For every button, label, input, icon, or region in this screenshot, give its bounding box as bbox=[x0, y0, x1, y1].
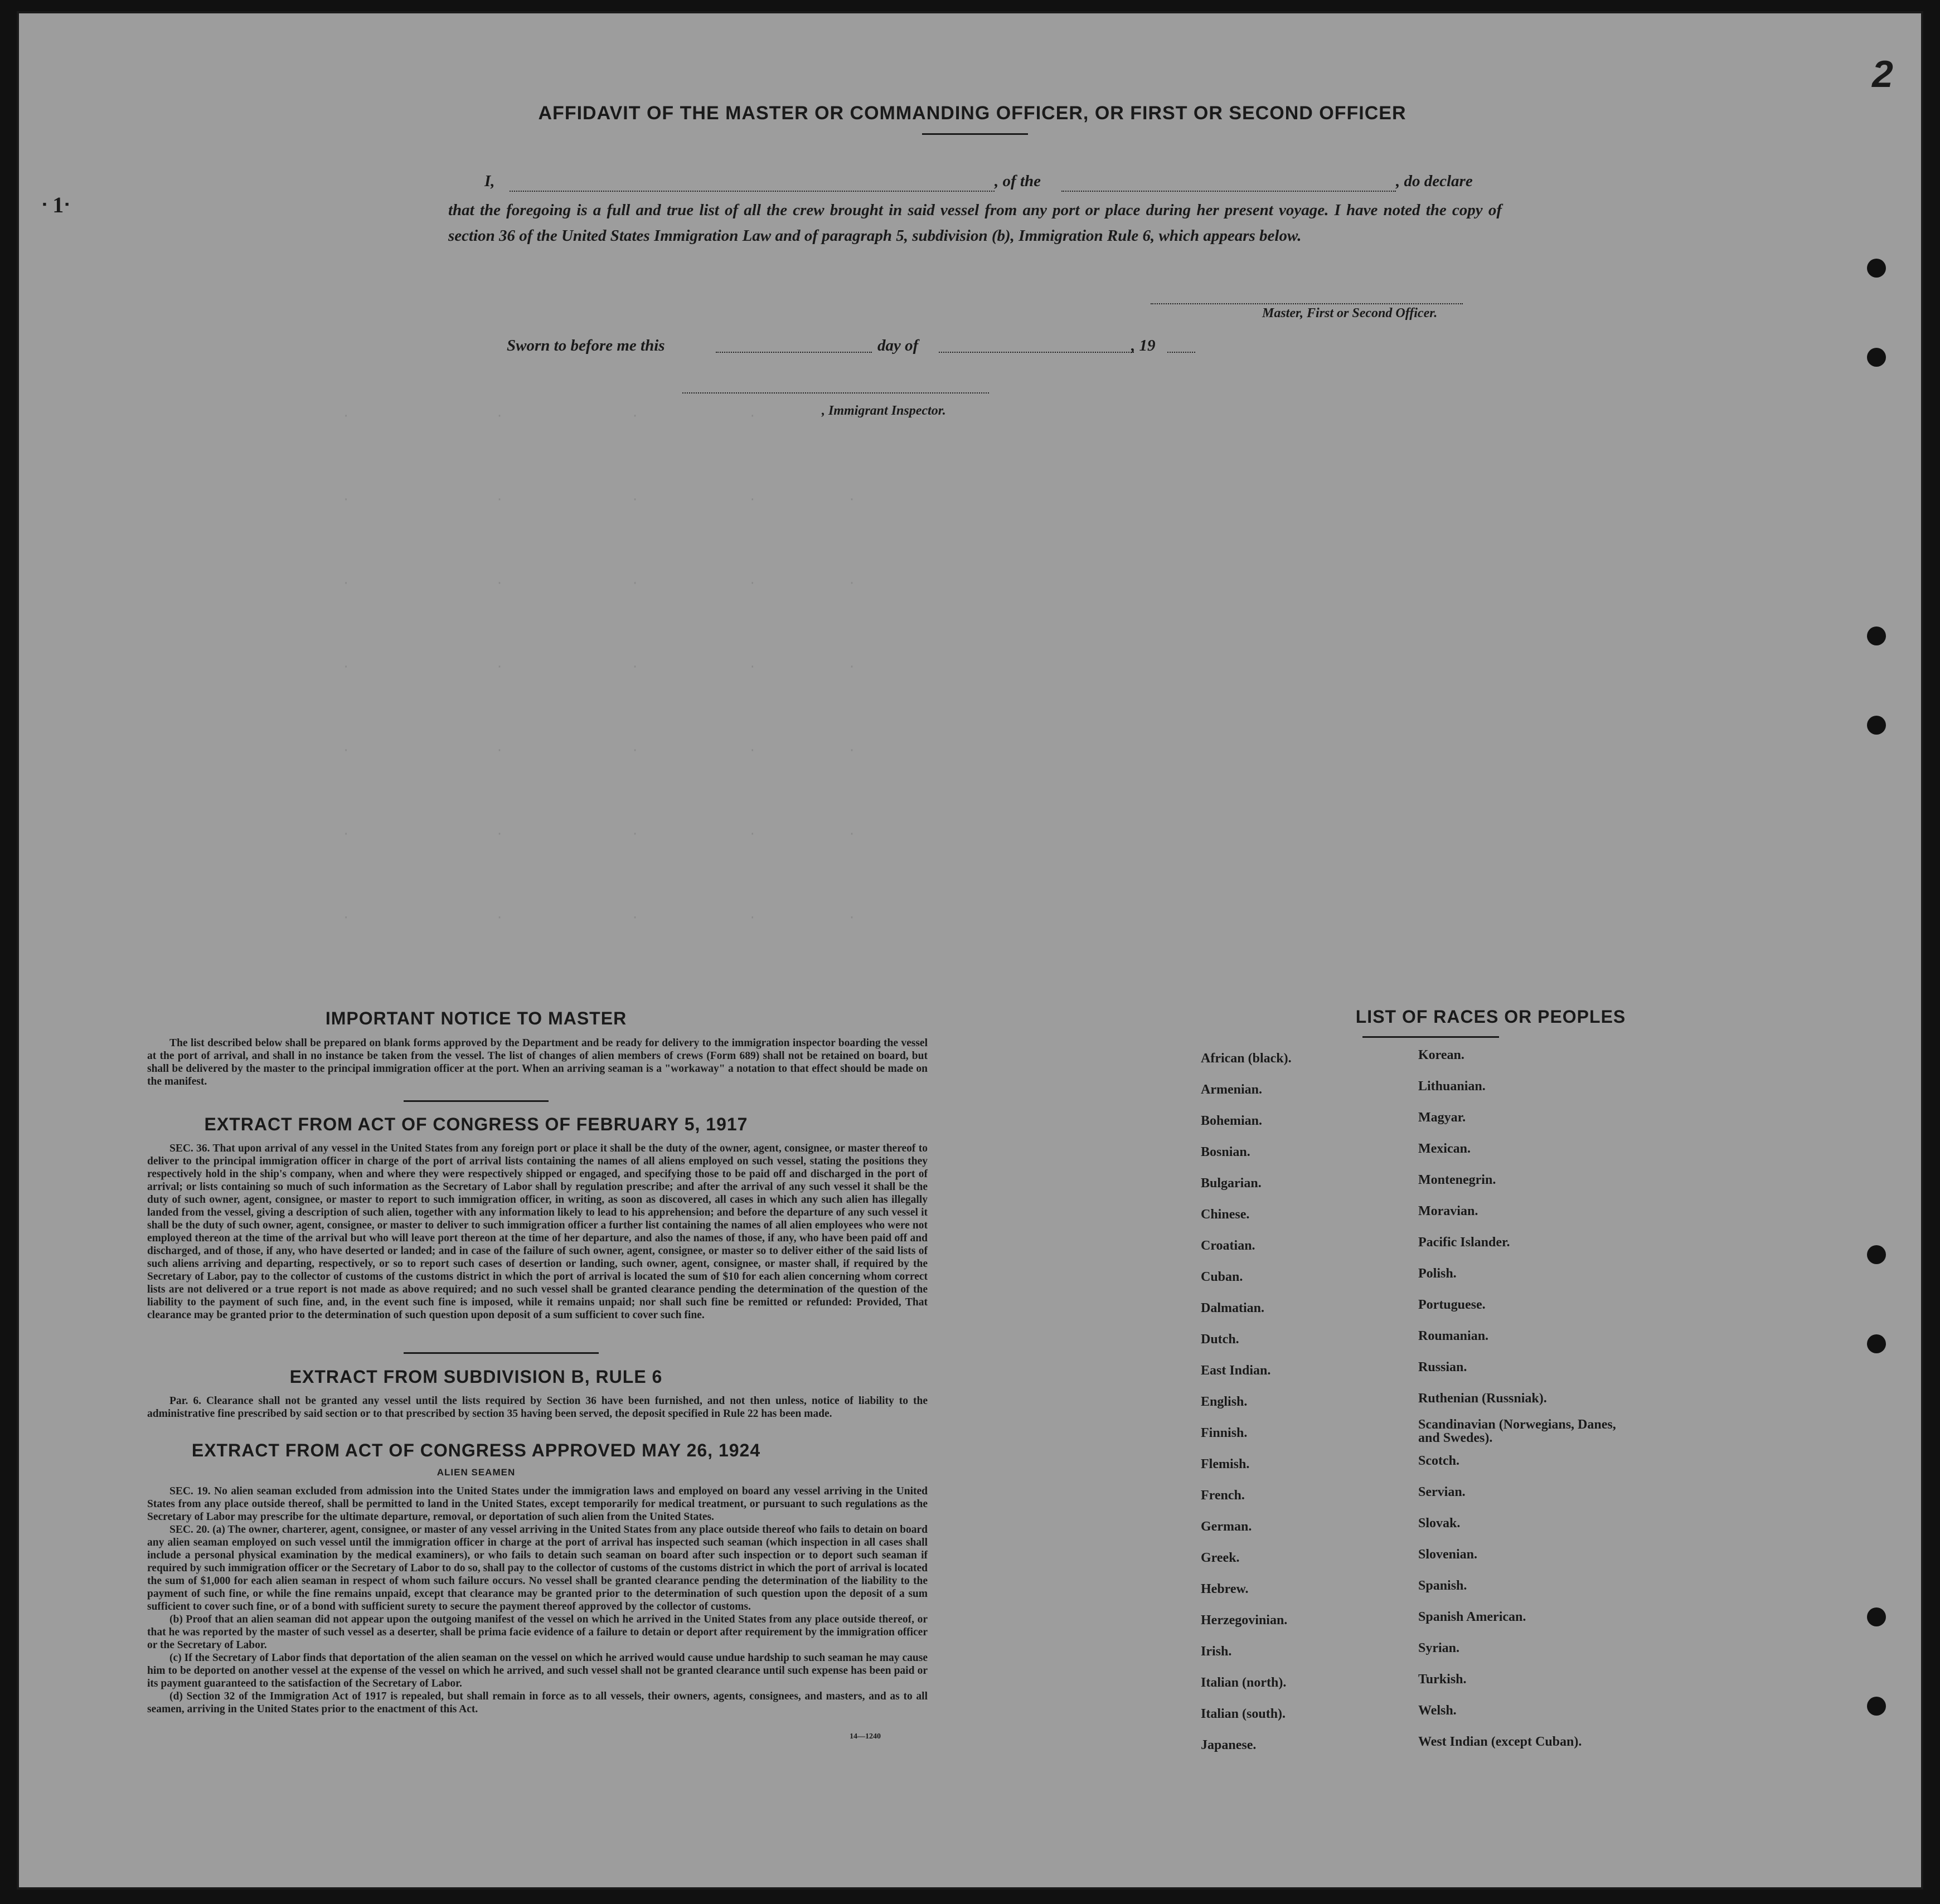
extract-1917-text bbox=[147, 1142, 928, 1322]
extract-1924-text bbox=[147, 1485, 928, 1716]
race-item: Greek. bbox=[1201, 1551, 1240, 1565]
extract-1917-paragraph: SEC. 36. That upon arrival of any vessel in the United States from any foreign port or place it shall be the duty of the owner, agent, consignee, or master thereof to deliver to the principal immigration officer in charge of the port of arrival lists containing the names of all aliens employed on such vessel, stating the positions they respectively hold in the ship's company, when and where they were respectively shipped or engaged, and specifying those to be paid off and discharged in the port of arrival; or lists containing so much of such information as the Secretary of Labor shall by regulation prescribe; and after the arrival of any such vessel it shall be the duty of such owner, agent, consignee, or master to report to such immigration officer, in writing, as soon as discovered, all cases in which any such alien has illegally landed from the vessel, giving a description of such alien, together with any information likely to lead to his apprehension; and before the departure of any such vessel it shall be the duty of such owner, agent, consignee, or master to deliver to such immigration officer a further list containing the names of all alien employees who were not employed thereon at the time of the arrival but who will leave port thereon at the time of her departure, and also the names of those, if any, who have been paid off and discharged, and of those, if any, who have deserted or landed; and in case of the failure of such owner, agent, consignee, or master so to deliver either of the said lists of such aliens arriving and departing, respectively, or so to report such cases of desertion or landing, such owner, agent, consignee, or master shall, if required by the Secretary of Labor, pay to the collector of customs of the customs district in which the port of arrival is located the sum of $10 for each alien concerning whom correct lists are not delivered or a true report is not made as above required; and no such vessel shall be granted clearance pending the determination of the question of the liability to the payment of such fine, and, in the event such fine is imposed, while it remains unpaid; nor shall such fine be remitted or refunded: Provided, That clearance may be granted prior to the determination of such question upon deposit of a sum sufficient to cover such fine. bbox=[147, 1143, 928, 1321]
race-item: Spanish American. bbox=[1418, 1610, 1526, 1624]
race-item: Turkish. bbox=[1418, 1672, 1467, 1687]
race-item: Dalmatian. bbox=[1201, 1301, 1264, 1315]
bleed-through-row: · · · · · bbox=[342, 911, 857, 925]
year-label: , 19 bbox=[1131, 337, 1156, 354]
race-item: Welsh. bbox=[1418, 1703, 1457, 1718]
bleed-through-row: · · · · · bbox=[342, 827, 857, 841]
bleed-through-row: · · · · · bbox=[342, 660, 857, 674]
race-item: Armenian. bbox=[1201, 1082, 1262, 1097]
race-item: Scotch. bbox=[1418, 1454, 1459, 1468]
binder-hole bbox=[1867, 1334, 1886, 1353]
extract-rule6-title: EXTRACT FROM SUBDIVISION B, RULE 6 bbox=[289, 1367, 663, 1387]
race-item: Polish. bbox=[1418, 1266, 1457, 1281]
race-item: Flemish. bbox=[1201, 1457, 1250, 1471]
extract-1924-sec20b: (b) Proof that an alien seaman did not appear upon the outgoing manifest of the vessel on which he arrived in the United States from any place outside thereof, or that he was reported by the master of such vessel as a deserter, shall be prima facie evidence of a failure to detain or deport after requirement by the immigration officer or the Secretary of Labor. bbox=[147, 1614, 928, 1651]
master-signature-field[interactable] bbox=[1151, 303, 1463, 304]
race-item: Montenegrin. bbox=[1418, 1173, 1496, 1187]
race-item: French. bbox=[1201, 1488, 1245, 1503]
race-item: Bosnian. bbox=[1201, 1145, 1250, 1159]
day-of-label: day of bbox=[877, 337, 919, 354]
manifest-page bbox=[17, 11, 1923, 1890]
affidavit-i-label: I, bbox=[484, 172, 495, 190]
binder-hole bbox=[1867, 348, 1886, 367]
sworn-month-field[interactable] bbox=[939, 352, 1134, 353]
extract-rule6-paragraph: Par. 6. Clearance shall not be granted any vessel until the lists required by Section 36 have been furnished, and not then unless, notice of liability to the administrative fine prescribed by said section or to that prescribed by section 35 having been served, the deposit specified in Rule 22 has been made. bbox=[147, 1395, 928, 1420]
binder-hole bbox=[1867, 1697, 1886, 1716]
sworn-label: Sworn to before me this bbox=[507, 337, 665, 354]
extract-1924-title: EXTRACT FROM ACT OF CONGRESS APPROVED MAY 26, 1924 bbox=[191, 1440, 761, 1460]
race-item: Bulgarian. bbox=[1201, 1176, 1262, 1191]
race-item: English. bbox=[1201, 1395, 1248, 1409]
page-number: 2 bbox=[1872, 53, 1893, 95]
race-item: Moravian. bbox=[1418, 1204, 1478, 1218]
race-item: Chinese. bbox=[1201, 1207, 1250, 1222]
section-divider bbox=[404, 1352, 599, 1354]
binder-hole bbox=[1867, 259, 1886, 278]
extract-1924-sec20c: (c) If the Secretary of Labor finds that deportation of the alien seaman on the vessel on which he arrived would cause undue hardship to such seaman he may cause him to be deported on another vessel at the expense of the vessel on which he arrived, and such vessel shall not be granted clearance until such expense has been paid or its payment guaranteed to the satisfaction of the Secretary of Labor. bbox=[147, 1652, 928, 1689]
extract-1924-subtitle: ALIEN SEAMEN bbox=[437, 1467, 516, 1478]
race-item: Cuban. bbox=[1201, 1270, 1243, 1284]
bleed-through-row: · · · · · bbox=[342, 576, 857, 590]
extract-1917-title: EXTRACT FROM ACT OF CONGRESS OF FEBRUARY 5, 1917 bbox=[204, 1114, 748, 1134]
race-item: Magyar. bbox=[1418, 1110, 1466, 1125]
races-title-underline bbox=[1362, 1036, 1499, 1038]
notice-paragraph: The list described below shall be prepared on blank forms approved by the Department and be ready for delivery to the immigration inspector boarding the vessel at the port of arrival, and shall in no instance be taken from the vessel. The list of changes of alien members of crews (Form 689) shall not be retained on board, but shall be delivered by the master to the principal immigration officer at the port. When an arriving seaman is a "workaway" a notation to that effect should be made on the manifest. bbox=[147, 1037, 928, 1087]
race-item: Japanese. bbox=[1201, 1738, 1257, 1752]
race-item: German. bbox=[1201, 1519, 1252, 1534]
vessel-name-field[interactable] bbox=[1061, 191, 1396, 192]
race-item: Hebrew. bbox=[1201, 1582, 1249, 1596]
extract-rule6-text bbox=[147, 1395, 928, 1420]
race-item: Russian. bbox=[1418, 1360, 1467, 1374]
races-title: LIST OF RACES OR PEOPLES bbox=[1355, 1007, 1626, 1027]
section-divider bbox=[404, 1100, 549, 1102]
race-item: Korean. bbox=[1418, 1048, 1464, 1062]
binder-hole bbox=[1867, 1607, 1886, 1626]
extract-1924-sec19: SEC. 19. No alien seaman excluded from admission into the United States under the immigration laws and employed on board any vessel arriving in the United States from any place outside thereof, shall be permitted to land in the United States, except temporarily for medical treatment, or pursuant to such regulations as the Secretary of Labor may prescribe for the ultimate departure, removal, or deportation of such alien from the United States. bbox=[147, 1485, 928, 1523]
form-number: 14—1240 bbox=[850, 1732, 881, 1741]
affidavit-body: that the foregoing is a full and true list of all the crew brought in said vessel from any port or place during her present voyage. I have noted the copy of section 36 of the United States Immigration Law and of paragraph 5, subdivision (b), Immigration Rule 6, which appears below. bbox=[448, 201, 1502, 245]
race-item: Portuguese. bbox=[1418, 1298, 1486, 1312]
affidavit-title: AFFIDAVIT OF THE MASTER OR COMMANDING OFFICER, OR FIRST OR SECOND OFFICER bbox=[538, 103, 1406, 124]
inspector-signature-field[interactable] bbox=[682, 392, 989, 394]
race-item: Lithuanian. bbox=[1418, 1079, 1486, 1094]
race-item: Italian (south). bbox=[1201, 1707, 1286, 1721]
race-item: East Indian. bbox=[1201, 1363, 1271, 1378]
race-item: African (black). bbox=[1201, 1051, 1292, 1066]
binder-hole bbox=[1867, 626, 1886, 645]
extract-1924-sec20d: (d) Section 32 of the Immigration Act of 1917 is repealed, but shall remain in force as to all vessels, their owners, agents, consignees, and masters, and as to all seamen, arriving in the United States prior to the enactment of this Act. bbox=[147, 1691, 928, 1715]
binder-hole bbox=[1867, 716, 1886, 735]
race-item: Finnish. bbox=[1201, 1426, 1248, 1440]
title-underline bbox=[922, 133, 1028, 135]
sworn-day-field[interactable] bbox=[716, 352, 872, 353]
race-item: Spanish. bbox=[1418, 1578, 1467, 1593]
notice-title: IMPORTANT NOTICE TO MASTER bbox=[325, 1008, 627, 1028]
binder-hole bbox=[1867, 1245, 1886, 1264]
master-signature-label: Master, First or Second Officer. bbox=[1262, 306, 1438, 320]
bleed-through-row: · · · · · bbox=[342, 744, 857, 757]
sworn-year-field[interactable] bbox=[1167, 352, 1195, 353]
inspector-label: , Immigrant Inspector. bbox=[822, 404, 946, 418]
do-declare-label: , do declare bbox=[1396, 172, 1473, 190]
of-the-label: , of the bbox=[995, 172, 1041, 190]
race-item: Roumanian. bbox=[1418, 1329, 1489, 1343]
race-item: Pacific Islander. bbox=[1418, 1235, 1510, 1250]
race-item: Italian (north). bbox=[1201, 1675, 1287, 1690]
race-item: Slovenian. bbox=[1418, 1547, 1478, 1562]
race-item: Servian. bbox=[1418, 1485, 1466, 1499]
race-item: Slovak. bbox=[1418, 1516, 1461, 1531]
bleed-through-row: · · · · · bbox=[342, 409, 857, 423]
race-item: Croatian. bbox=[1201, 1238, 1255, 1253]
declarant-name-field[interactable] bbox=[510, 191, 995, 192]
extract-1924-sec20a: SEC. 20. (a) The owner, charterer, agent, consignee, or master of any vessel arriving in the United States from any place outside thereof who fails to detain on board any alien seaman employed on such vessel until the immigration officer in charge at the port of arrival has inspected such seaman (which inspection in all cases shall include a personal physical examination by the medical examiners), or who fails to detain such seaman on board after such inspection or to deport such seaman if required by such immigration officer or the Secretary of Labor to do so, shall pay to the collector of customs of the customs district in which the port of arrival is located the sum of $1,000 for each alien seaman in respect of whom such failure occurs. No vessel shall be granted clearance pending the determination of the liability to the payment of such fine, or while the fine remains unpaid, except that clearance may be granted prior to the determination of such question upon the deposit of a sum sufficient to cover such fine, or of a bond with sufficient surety to secure the payment thereof approved by the collector of customs. bbox=[147, 1524, 928, 1612]
race-item: West Indian (except Cuban). bbox=[1418, 1735, 1582, 1749]
race-item: Scandinavian (Norwegians, Danes, and Swedes). bbox=[1418, 1417, 1616, 1445]
notice-text bbox=[147, 1037, 928, 1088]
bleed-through-row: · · · · · bbox=[342, 493, 857, 507]
race-item: Ruthenian (Russniak). bbox=[1418, 1391, 1547, 1406]
left-margin-mark: ᐧ 1ᐧ bbox=[41, 192, 70, 217]
race-item: Mexican. bbox=[1418, 1142, 1471, 1156]
race-item: Irish. bbox=[1201, 1644, 1232, 1659]
race-item: Syrian. bbox=[1418, 1641, 1460, 1655]
race-item: Herzegovinian. bbox=[1201, 1613, 1288, 1628]
race-item: Bohemian. bbox=[1201, 1114, 1263, 1128]
race-item: Dutch. bbox=[1201, 1332, 1239, 1347]
